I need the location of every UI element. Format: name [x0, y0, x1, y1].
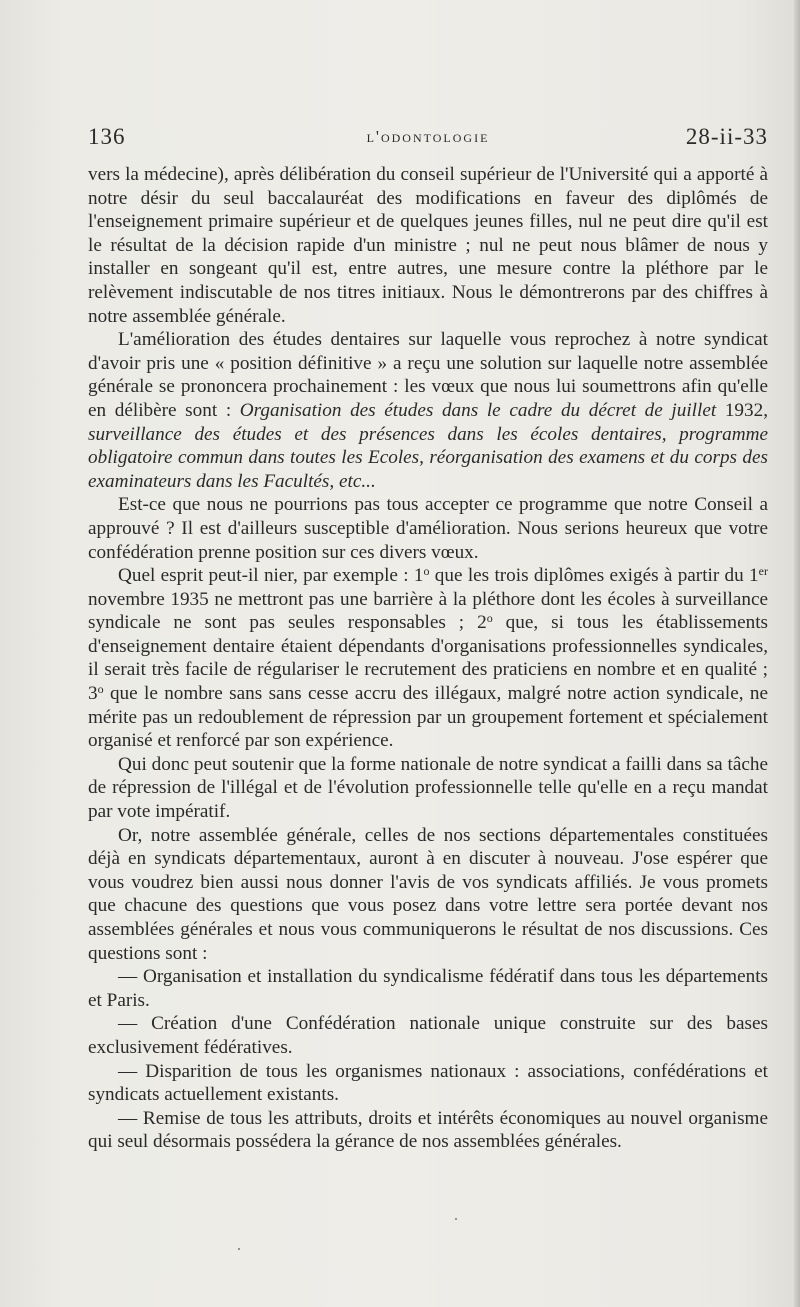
paragraph [88, 965, 768, 1012]
paragraph [88, 493, 768, 564]
page-edge-shadow [794, 0, 800, 1307]
text-run: — Organisation et installation du syndicalisme fédératif dans tous les départements et Paris. [88, 966, 768, 1011]
superscript: o [97, 682, 104, 697]
text-run: Qui donc peut soutenir que la forme nationale de notre syndicat a failli dans sa tâche de répression de l'illégal et de l'évolution professionnelle telle qu'elle en a reçu mandat par vote impératif. [88, 753, 768, 823]
paragraph [88, 753, 768, 824]
text-run: — Création d'une Confédération nationale unique construite sur des bases exclusivement fédératives. [88, 1013, 768, 1058]
paragraph [88, 564, 768, 753]
text-run: que le nombre sans sans cesse accru des illégaux, malgré notre action syndicale, ne mérite pas un redoublement de répression par un groupement fortement et spécialement organisé et renforcé par son expérience. [88, 683, 768, 752]
superscript: er [758, 564, 768, 579]
text-run: — Remise de tous les attributs, droits et intérêts économiques au nouvel organisme qui seul désormais possédera la gérance de nos assemblées générales. [88, 1107, 768, 1153]
paragraph [88, 328, 768, 493]
text-run: que les trois diplômes exigés à partir du 1 [429, 565, 759, 587]
text-run: Quel esprit peut-il nier, par exemple : 1 [118, 565, 424, 587]
print-speck [455, 1218, 457, 1220]
page-number: 136 [88, 124, 126, 149]
paragraph [88, 1107, 768, 1154]
text-run: que, si tous les établissements d'enseignement dentaire étaient dépendants d'organisations professionnelles syndicales, il serait très facile de régulariser le recrutement des praticiens en nombre et en qualité ; 3 [88, 612, 768, 705]
superscript: o [423, 564, 430, 579]
italic-text: surveillance des études et des présences dans les écoles dentaires, programme obligatoire commun dans toutes les Ecoles, réorganisation des examens et du corps des examinateurs dans les Facultés, etc... [88, 423, 768, 492]
page-header [88, 124, 768, 154]
text-run: 1932, [716, 399, 769, 421]
text-run: novembre 1935 ne mettront pas une barrière à la pléthore dont les écoles à surveillance syndicale ne sont pas seules responsables ; 2 [88, 588, 768, 634]
body-text [88, 163, 768, 1154]
running-title: l'odontologie [366, 127, 490, 146]
text-run: vers la médecine), après délibération du conseil supérieur de l'Université qui a apporté à notre désir du seul baccalauréat des modifications en faveur des diplômés de l'enseignement primaire supérieur et de quelques jeunes filles, nul ne peut dire qu'il est le résultat de la décision rapide d'un ministre ; nul ne peut nous blâmer de nous y installer en songeant qu'il est, entre autres, une mesure contre la pléthore par le relèvement indiscutable de nos titres initiaux. Nous le démontrerons par des chiffres à notre assemblée générale. [88, 164, 768, 327]
print-speck [238, 1248, 240, 1250]
italic-text: Organisation des études dans le cadre du décret de juillet [239, 399, 717, 421]
paragraph [88, 824, 768, 966]
text-run: — Disparition de tous les organismes nationaux : associations, confédérations et syndicats actuellement existants. [88, 1060, 768, 1106]
text-run: Est-ce que nous ne pourrions pas tous accepter ce programme que notre Conseil a approuvé ? Il est d'ailleurs susceptible d'amélioration. Nous serions heureux que votre confédération prenne position sur ces divers vœux. [88, 494, 768, 563]
paragraph [88, 1060, 768, 1107]
paragraph [88, 1012, 768, 1059]
paragraph [88, 163, 768, 328]
issue-date: 28-ii-33 [685, 124, 768, 149]
superscript: o [486, 611, 493, 626]
text-run: L'amélioration des études dentaires sur laquelle vous reprochez à notre syndicat d'avoir pris une « position définitive » a reçu une solution sur laquelle notre assemblée générale se prononcera prochainement : les vœux que nous lui soumettrons afin qu'elle en délibère sont : [88, 329, 768, 421]
text-run: Or, notre assemblée générale, celles de nos sections départementales constituées déjà en syndicats départementaux, auront à en discuter à nouveau. J'ose espérer que vous voudrez bien aussi nous donner l'avis de vos syndicats affiliés. Je vous promets que chacune des questions que vous posez dans votre lettre sera portée devant nos assemblées générales et nous vous communiquerons le résultat de nos discussions. Ces questions sont : [88, 824, 768, 964]
